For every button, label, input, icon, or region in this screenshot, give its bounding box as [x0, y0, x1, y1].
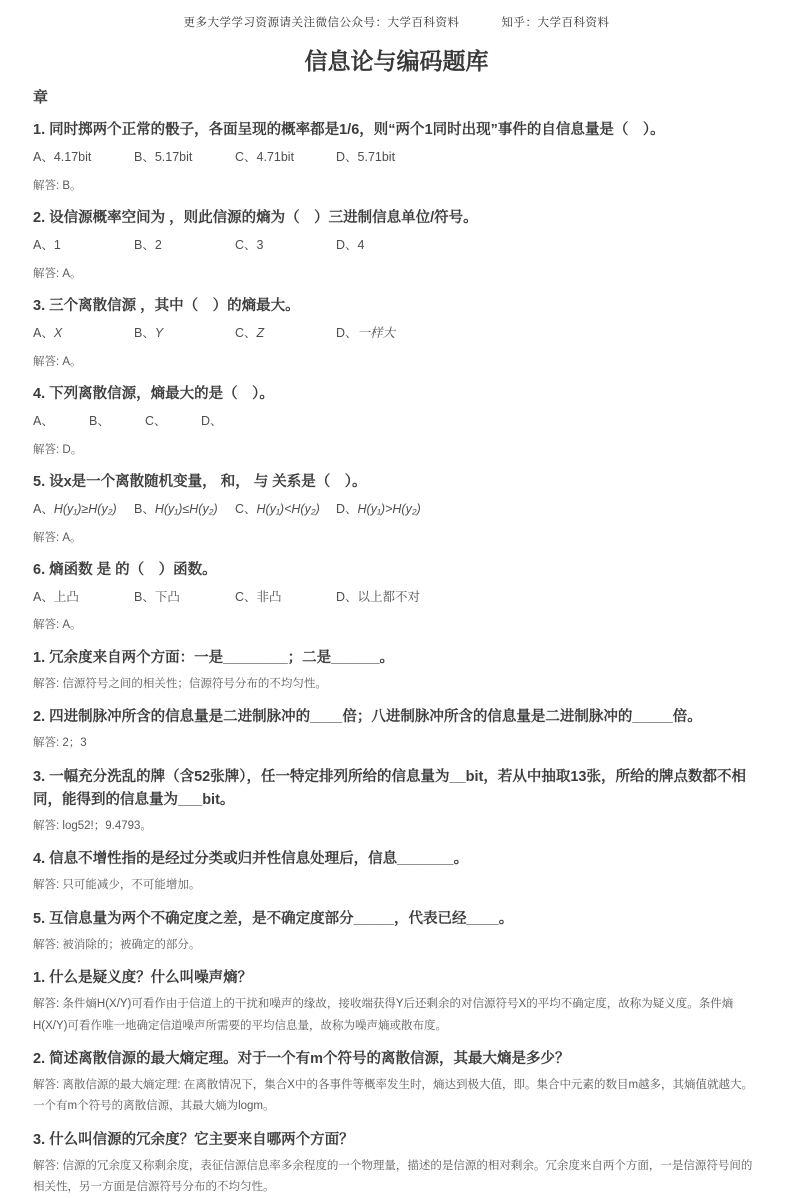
choice-question — [33, 383, 760, 461]
choice-question — [33, 207, 760, 285]
question-title: 3. 一幅充分洗乱的牌（含52张牌），任一特定排列所给的信息量为__bit，若从中抽取13张，所给的牌点数都不相同，能得到的信息量为___bit。 — [33, 768, 746, 808]
question-answer: 解答: B。 — [33, 179, 82, 192]
question-option: C、Z — [235, 326, 265, 341]
question-option: D、5.71bit — [336, 150, 396, 165]
question-option: B、下凸 — [134, 589, 180, 604]
question-answer: 解答: 信源符号之间的相关性；信源符号分布的不均匀性。 — [33, 677, 327, 690]
question-option: C、H(y₁)<H(y₂) — [235, 502, 320, 516]
question-answer: 解答: D。 — [33, 443, 83, 456]
question-answer: 解答: 被消除的；被确定的部分。 — [33, 938, 201, 951]
choice-question — [33, 559, 760, 637]
question-option: B、2 — [134, 238, 162, 253]
qa-question — [33, 908, 760, 956]
question-title: 5. 互信息量为两个不确定度之差，是不确定度部分_____，代表已经____。 — [33, 910, 514, 927]
question-answer: 解答: 信源的冗余度又称剩余度，表征信源信息率多余程度的一个物理量，描述的是信源的相对剩余。冗余度来自两个方面，一是信源符号间的相关性，另一方面是信源符号分布的不均匀性。 — [33, 1159, 753, 1194]
page-header — [33, 14, 760, 30]
question-title: 1. 同时掷两个正常的骰子，各面呈现的概率都是1/6，则“两个1同时出现”事件的自信息量是（ ）。 — [33, 122, 665, 138]
question-option: C、4.71bit — [235, 150, 295, 165]
question-title: 2. 简述离散信源的最大熵定理。对于一个有m个符号的离散信源，其最大熵是多少？ — [33, 1050, 570, 1067]
question-options — [33, 501, 760, 519]
question-option: A、X — [33, 326, 63, 341]
question-title: 6. 熵函数 是 的（ ）函数。 — [33, 561, 217, 578]
question-title: 2. 设信源概率空间为 ，则此信源的熵为（ ）三进制信息单位/符号。 — [33, 209, 478, 226]
chapter-heading: 章 — [33, 89, 49, 106]
question-option: B、 — [89, 414, 110, 429]
question-option: D、以上都不对 — [336, 589, 421, 604]
question-option: B、Y — [134, 326, 164, 341]
question-answer: 解答: A。 — [33, 531, 82, 544]
header-wechat-note: 更多大学学习资源请关注微信公众号：大学百科资料 — [183, 17, 460, 29]
question-title: 2. 四进制脉冲所含的信息量是二进制脉冲的____倍；八进制脉冲所含的信息量是二进制脉冲的_____倍。 — [33, 709, 702, 726]
question-option: D、一样大 — [336, 326, 396, 341]
question-answer: 解答: 条件熵H(X/Y)可看作由于信道上的干扰和噪声的缘故，接收端获得Y后还剩余的对信源符号X的平均不确定度，故称为疑义度。条件熵H(X/Y)可看作唯一地确定信道噪声所需要的平均信息量，故称为噪声熵或散布度。 — [33, 998, 734, 1032]
question-option: B、H(y₁)≤H(y₂) — [134, 502, 218, 516]
short-questions-section — [33, 967, 760, 1198]
question-answer: 解答: A。 — [33, 267, 82, 280]
choice-question — [33, 119, 760, 197]
question-option: A、4.17bit — [33, 150, 92, 165]
question-option: D、H(y₁)>H(y₂) — [336, 502, 421, 516]
question-title: 1. 什么是疑义度？什么叫噪声熵？ — [33, 970, 253, 987]
question-option: C、 — [145, 414, 167, 429]
question-answer: 解答: 只可能减少，不可能增加。 — [33, 879, 201, 892]
fill-questions-section — [33, 647, 760, 956]
qa-question — [33, 848, 760, 896]
qa-question — [33, 766, 760, 838]
question-option: A、H(y₁)≥H(y₂) — [33, 502, 117, 516]
question-title: 4. 下列离散信源，熵最大的是（ ）。 — [33, 385, 274, 402]
question-option: A、 — [33, 414, 54, 429]
qa-question — [33, 1048, 760, 1118]
qa-question — [33, 647, 760, 695]
question-options — [33, 413, 760, 431]
question-options — [33, 325, 760, 343]
question-title: 3. 什么叫信源的冗余度？它主要来自哪两个方面？ — [33, 1131, 354, 1148]
question-option: A、上凸 — [33, 589, 79, 604]
question-options — [33, 237, 760, 255]
question-answer: 解答: 离散信源的最大熵定理: 在离散情况下，集合X中的各事件等概率发生时，熵达到极大值，即。集合中元素的数目m越多，其熵值就越大。一个有m个符号的离散信源，其最大熵为logm。 — [33, 1079, 754, 1113]
question-option: D、 — [201, 414, 223, 429]
header-zhihu-note: 知乎：大学百科资料 — [501, 17, 610, 29]
question-option: C、3 — [235, 238, 264, 253]
question-title: 3. 三个离散信源 ，其中（ ）的熵最大。 — [33, 297, 300, 314]
qa-question — [33, 706, 760, 754]
qa-question — [33, 967, 760, 1037]
question-options — [33, 149, 760, 167]
question-options — [33, 589, 760, 607]
question-option: A、1 — [33, 238, 61, 253]
question-option: B、5.17bit — [134, 150, 193, 165]
question-answer: 解答: 2；3 — [33, 737, 87, 750]
page-title: 信息论与编码题库 — [304, 48, 489, 74]
choice-question — [33, 471, 760, 549]
question-title: 1. 冗余度来自两个方面：一是________；二是______。 — [33, 649, 395, 666]
choice-questions-section — [33, 119, 760, 637]
choice-question — [33, 295, 760, 373]
qa-question — [33, 1129, 760, 1198]
question-answer: 解答: A。 — [33, 355, 82, 368]
question-answer: 解答: A。 — [33, 619, 82, 632]
question-option: D、4 — [336, 238, 365, 253]
question-option: C、非凸 — [235, 589, 282, 604]
question-title: 5. 设x是一个离散随机变量， 和， 与 关系是（ ）。 — [33, 473, 367, 490]
question-answer: 解答: log52!；9.4793。 — [33, 820, 152, 832]
question-title: 4. 信息不增性指的是经过分类或归并性信息处理后，信息_______。 — [33, 851, 469, 868]
